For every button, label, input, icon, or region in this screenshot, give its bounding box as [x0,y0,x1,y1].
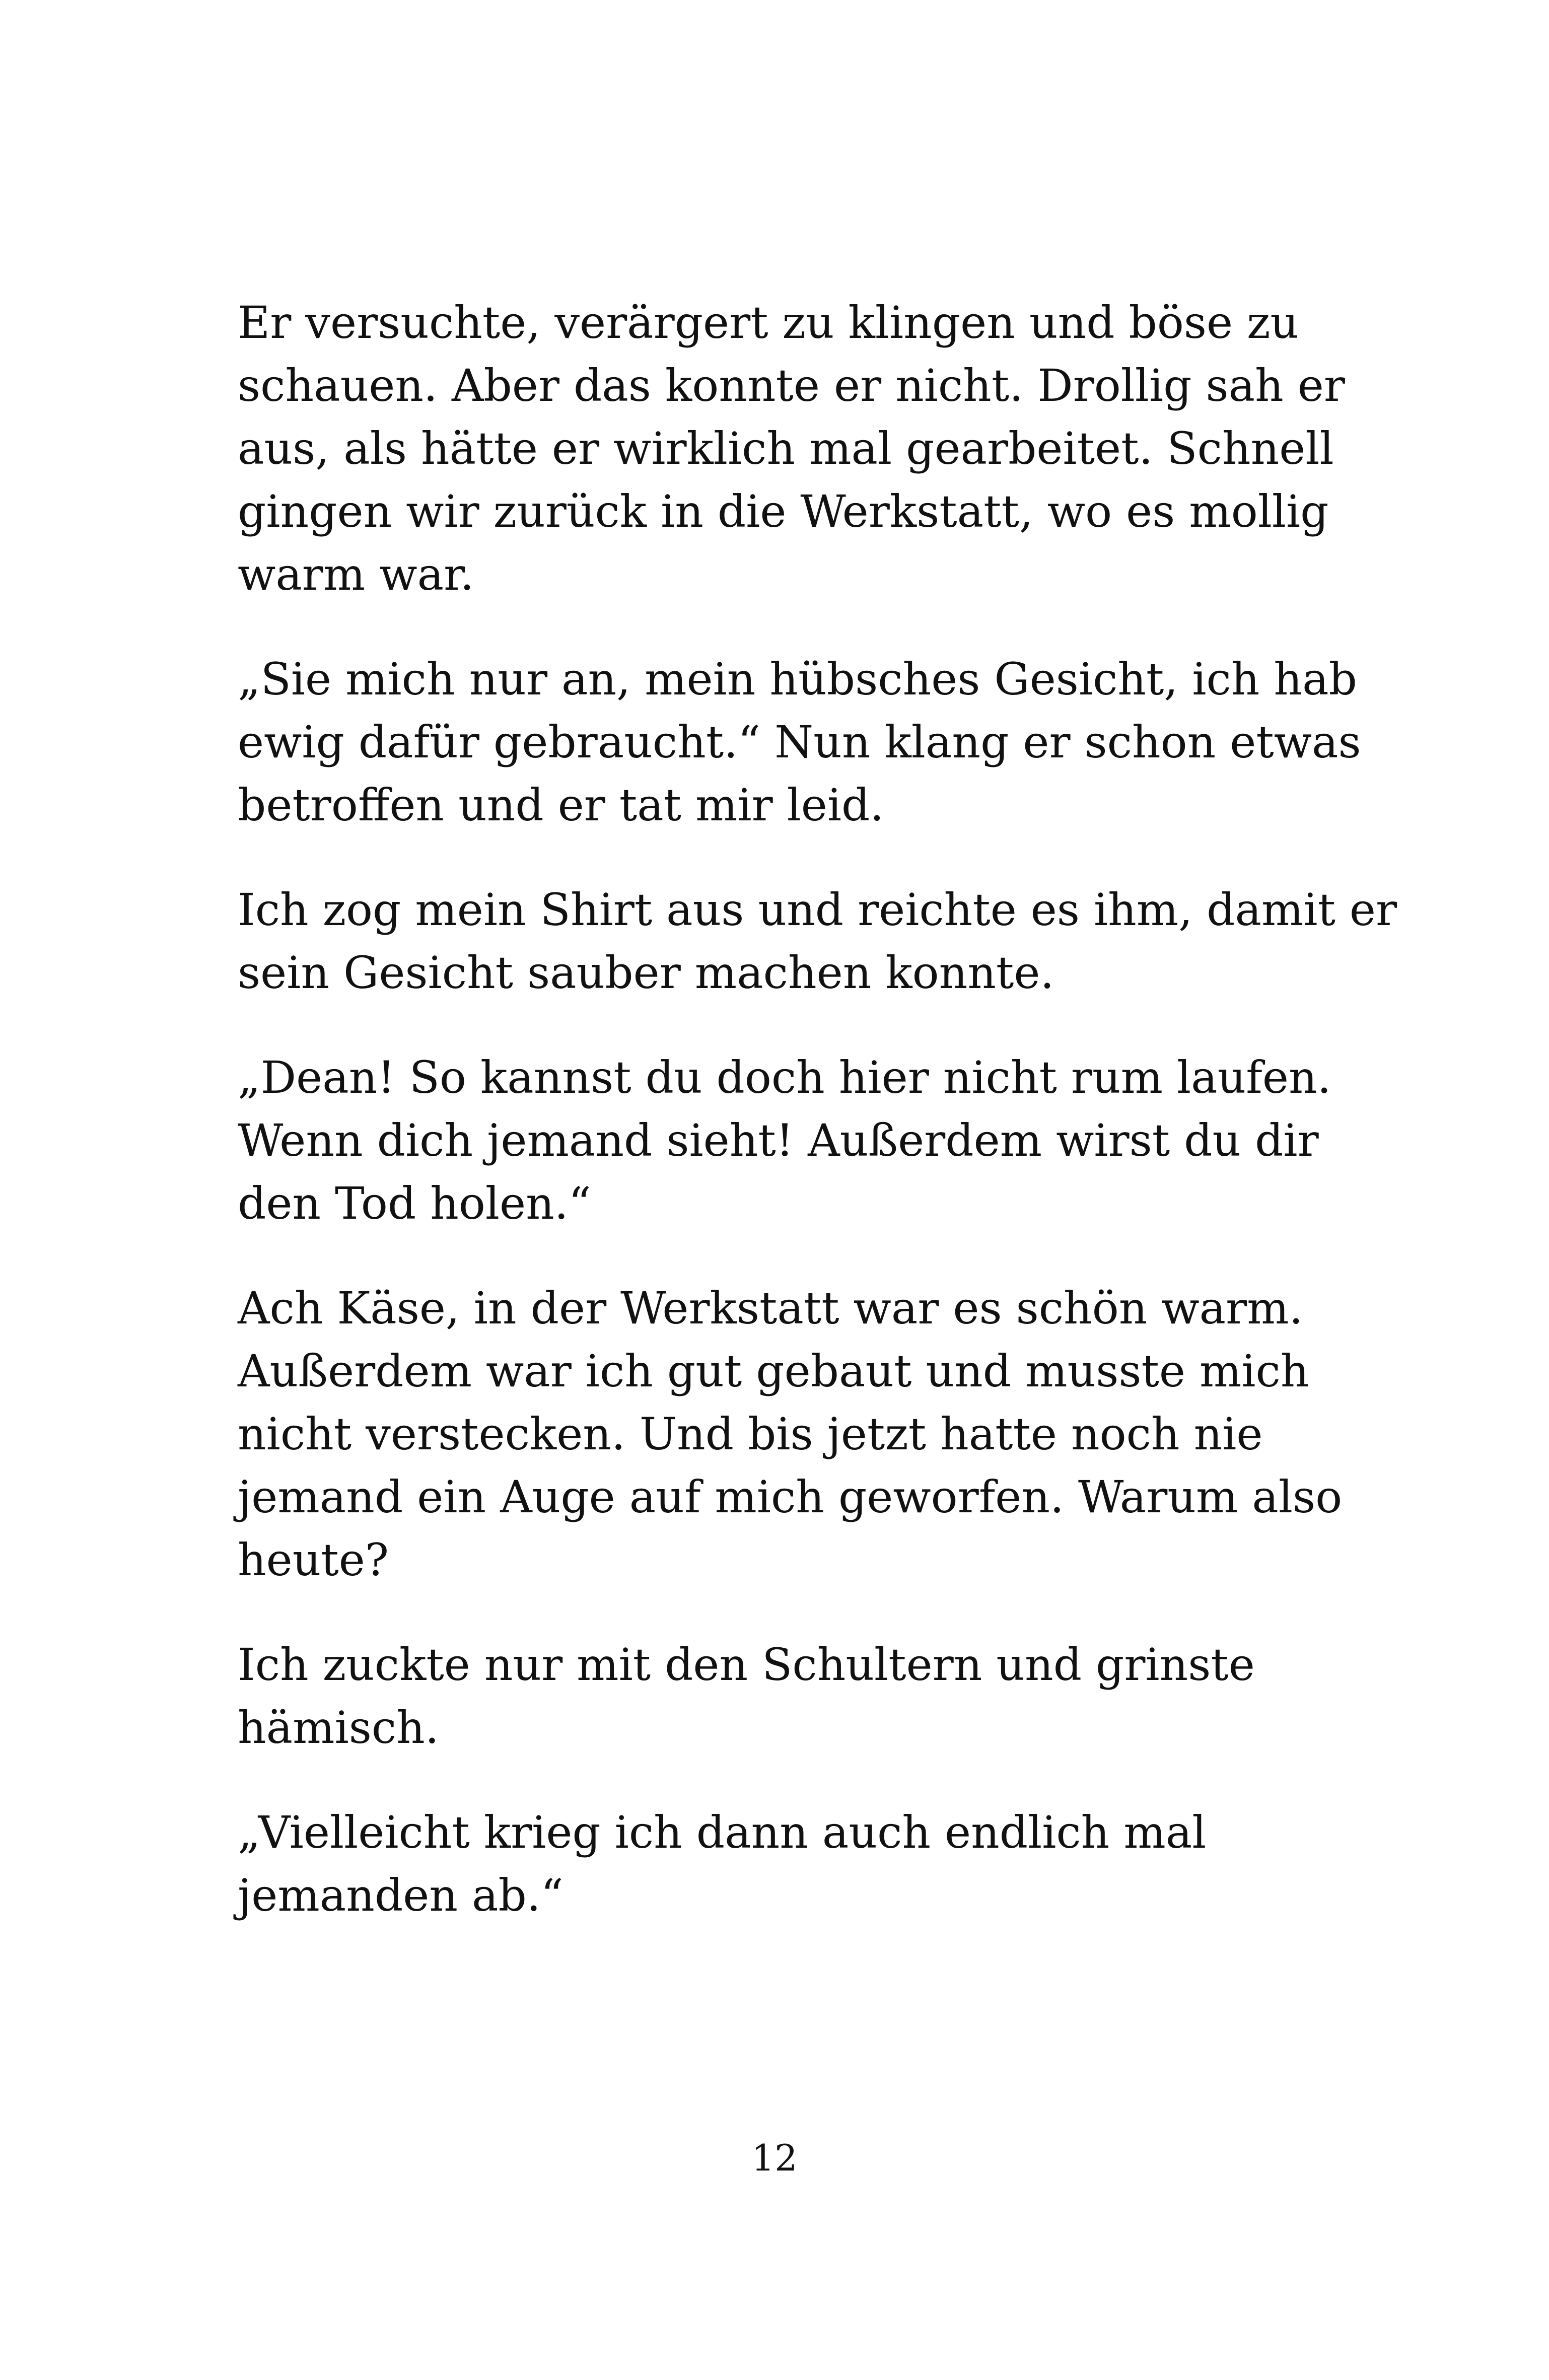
text-line: heute? [238,1534,389,1586]
paragraph-spacer [238,1591,1346,1633]
text-line: Ich zog mein Shirt aus und reichte es ihm, damit er [238,884,1397,936]
paragraph-spacer [238,1004,1346,1046]
paragraph-spacer [238,606,1346,648]
text-line: jemand ein Auge auf mich geworfen. Warum also [238,1471,1343,1523]
text-line: Ach Käse, in der Werkstatt war es schön warm. [238,1282,1303,1334]
text-line: schauen. Aber das konnte er nicht. Drollig sah er [238,360,1345,411]
paragraph-spacer [238,1759,1346,1801]
text-line: hämisch. [238,1702,439,1754]
paragraph [238,291,1346,606]
text-line: „Sie mich nur an, mein hübsches Gesicht, ich hab [238,653,1357,705]
text-line: Ich zuckte nur mit den Schultern und grinste [238,1639,1255,1691]
text-line: Außerdem war ich gut gebaut und musste mich [238,1345,1309,1397]
paragraph [238,1046,1346,1235]
text-line: ewig dafür gebraucht.“ Nun klang er schon etwas [238,716,1361,768]
paragraph [238,1277,1346,1591]
text-line: betroffen und er tat mir leid. [238,779,884,831]
paragraph-spacer [238,836,1346,878]
text-line: jemanden ab.“ [238,1869,564,1921]
paragraph [238,1801,1346,1927]
paragraph [238,648,1361,836]
text-line: Er versuchte, verärgert zu klingen und böse zu [238,297,1299,348]
text-line: „Vielleicht krieg ich dann auch endlich mal [238,1806,1207,1858]
text-line: nicht verstecken. Und bis jetzt hatte noch nie [238,1408,1263,1460]
paragraph-spacer [238,1235,1346,1277]
paragraph [238,1633,1346,1759]
text-line: sein Gesicht sauber machen konnte. [238,947,1054,999]
body-text [238,291,1397,1927]
text-line: warm war. [238,548,474,600]
paragraph [238,878,1397,1004]
page-number: 12 [751,2137,798,2179]
text-line: gingen wir zurück in die Werkstatt, wo es mollig [238,485,1329,537]
text-line: aus, als hätte er wirklich mal gearbeitet. Schnell [238,423,1334,474]
text-line: „Dean! So kannst du doch hier nicht rum laufen. [238,1052,1331,1103]
text-line: den Tod holen.“ [238,1177,591,1229]
text-line: Wenn dich jemand sieht! Außerdem wirst du dir [238,1114,1319,1166]
